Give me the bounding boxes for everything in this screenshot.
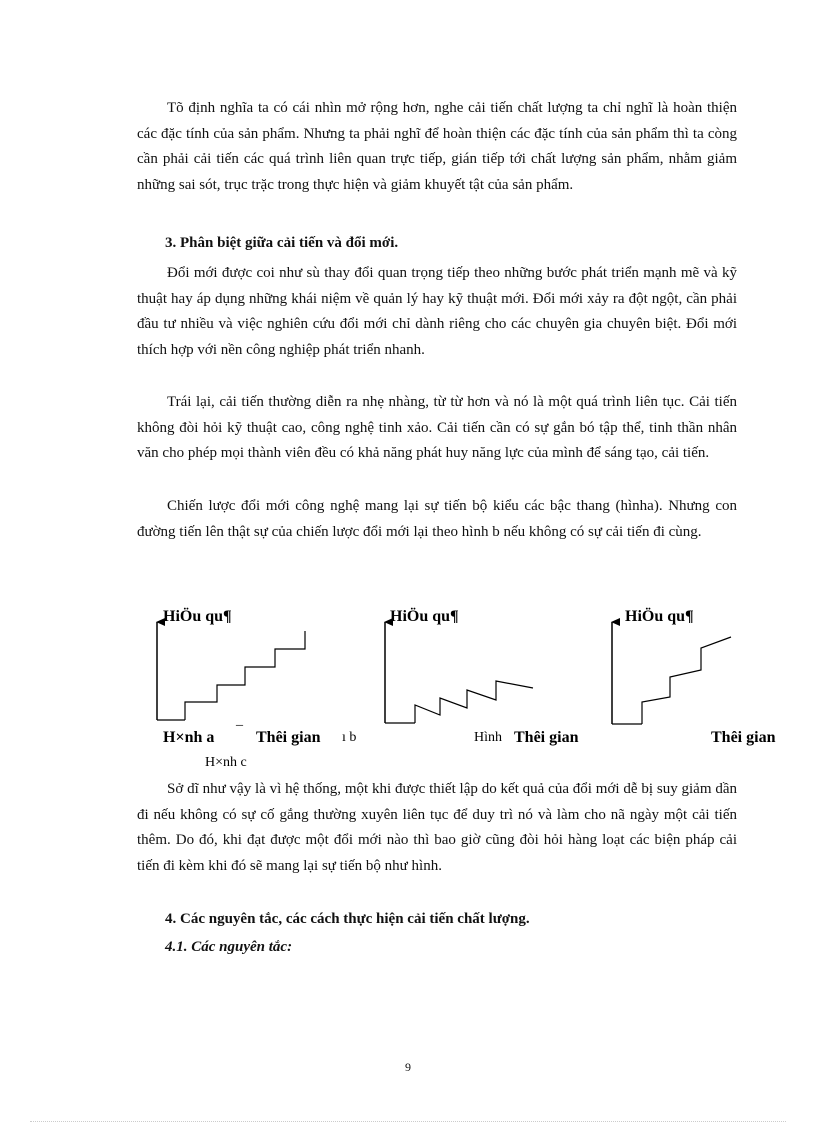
figure-c-x-label: Thêi gian <box>711 729 776 746</box>
page-number: 9 <box>405 1060 411 1074</box>
figure-a <box>157 607 356 746</box>
figure-c-rising-line <box>642 637 731 724</box>
figure-a-caption: H×nh a <box>163 729 215 746</box>
figure-b <box>385 607 579 746</box>
figure-b-caption-fragment: ı b <box>342 730 357 745</box>
figure-a-x-label: Thêi gian <box>256 729 321 746</box>
subsection-heading-4-1: 4.1. Các nguyên tắc: <box>165 939 293 955</box>
figure-c-caption: H×nh c <box>205 755 247 770</box>
figure-b-y-label: HiÖu qu¶ <box>390 608 459 625</box>
paragraph-innovation: Đổi mới được coi như sù thay đổi quan trọng tiếp theo những bước phát triển mạnh mẽ và kỹ thuật hay áp dụng những khái niệm về quản lý hay kỹ thuật mới. Đổi mới xảy ra đột ngột, cần phải đầu tư nhiều và việc nghiên cứu đổi mới chỉ dành riêng cho các chuyên gia chuyên biệt. Đổi mới thích hợp với nền công nghiệp phát triển nhanh. <box>137 265 737 358</box>
paragraph-improvement: Trái lại, cải tiến thường diễn ra nhẹ nhàng, từ từ hơn và nó là một quá trình liên tục. Cải tiến không đòi hỏi kỹ thuật cao, công nghệ tinh xảo. Cải tiến cần có sự gắn bó tập thể, tinh thần nhân văn cho phép mọi thành viên đều có khả năng phát huy năng lực của mình để sáng tạo, cải tiến. <box>137 394 737 462</box>
figure-a-staircase-line <box>185 631 305 720</box>
paragraph-strategy: Chiến lược đổi mới công nghệ mang lại sự tiến bộ kiểu các bậc thang (hìnha). Nhưng con đường tiến lên thật sự của chiến lược đổi mới lại theo hình b nếu không có sự cải tiến đi cùng. <box>137 498 737 540</box>
figure-b-sawtooth-line <box>415 681 533 723</box>
section-heading-4: 4. Các nguyên tắc, các cách thực hiện cải tiến chất lượng. <box>165 911 530 927</box>
figure-b-x-label: Thêi gian <box>514 729 579 746</box>
section-heading-3: 3. Phân biệt giữa cải tiến và đổi mới. <box>165 235 399 251</box>
figure-a-y-label: HiÖu qu¶ <box>163 608 232 625</box>
figure-a-dash: _ <box>236 713 243 728</box>
figure-c-y-label: HiÖu qu¶ <box>625 608 694 625</box>
page-bottom-rule <box>30 1121 786 1122</box>
paragraph-definition: Tõ định nghĩa ta có cái nhìn mở rộng hơn, nghe cải tiến chất lượng ta chỉ nghĩ là hoàn thiện các đặc tính của sản phẩm. Nhưng ta phải nghĩ để hoàn thiện các đặc tính của sản phẩm thì ta còng cần phải cải tiến các quá trình liên quan trực tiếp, gián tiếp tới chất lượng sản phẩm, nhằm giảm những sai sót, trục trặc trong thực hiện và giảm khuyết tật của sản phẩm. <box>137 100 737 193</box>
paragraph-explanation: Sở dĩ như vậy là vì hệ thống, một khi được thiết lập do kết quả của đổi mới dễ bị suy giảm dần đi nếu không có sự cố gắng thường xuyên liên tục để duy trì nó và làm cho nã ngày một cải tiến thêm. Do đó, khi đạt được một đổi mới nào thì bao giờ cũng đòi hỏi hàng loạt các biện pháp cải tiến đi kèm khi đó sẽ mang lại sự tiến bộ như hình. <box>137 781 737 874</box>
figure-b-caption: Hình <box>474 730 502 745</box>
